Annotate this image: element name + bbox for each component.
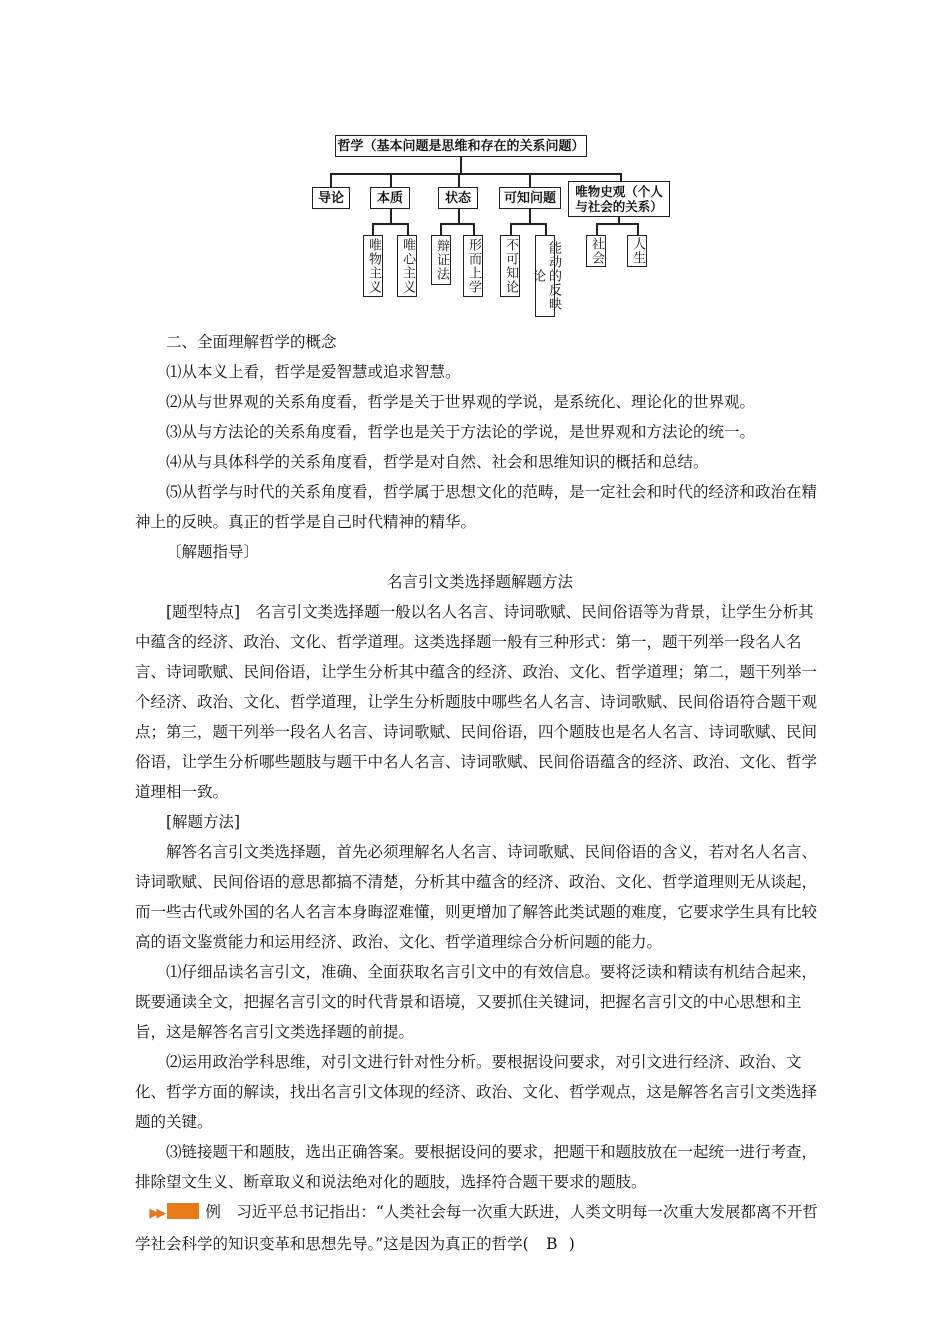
diagram-node-state: 状态 bbox=[438, 187, 478, 209]
diagram-connector bbox=[460, 157, 462, 173]
diagram-node-historical-materialism: 唯物史观（个人与社会的关系） bbox=[568, 181, 670, 217]
example-marker bbox=[143, 1197, 199, 1229]
diagram-leaf-idealism: 唯心主义 bbox=[397, 235, 417, 297]
diagram-node-intro: 导论 bbox=[312, 187, 350, 209]
diagram-leaf-dialectics: 辩证法 bbox=[431, 235, 451, 285]
features-paragraph bbox=[135, 597, 825, 807]
document-body bbox=[135, 327, 825, 1259]
section-heading: 二、全面理解哲学的概念 bbox=[166, 333, 337, 351]
diagram-node-knowability: 可知问题 bbox=[499, 187, 561, 209]
concept-item: ⑷从与具体科学的关系角度看，哲学是对自然、社会和思维知识的概括和总结。 bbox=[166, 453, 709, 471]
method-intro: 解答名言引文类选择题，首先必须理解名人名言、诗词歌赋、民间俗语的含义，若对名人名言、诗词歌赋、民间俗语的意思都搞不清楚，分析其中蕴含的经济、政治、文化、哲学道理则无从谈起，而一些古代或外国的名人名言本身晦涩难懂，则更增加了解答此类试题的难度，它要求学生具有比较高的语文鉴赏能力和运用经济、政治、文化、哲学道理综合分析问题的能力。 bbox=[135, 843, 818, 951]
example-label: 例 bbox=[205, 1203, 221, 1221]
method-step: ⑴仔细品读名言引文，准确、全面获取名言引文中的有效信息。要将泛读和精读有机结合起来，既要通读全文，把握名言引文的时代背景和语境，又要抓住关键词，把握名言引文的中心思想和主旨，这是解答名言引文类选择题的前提。 bbox=[135, 963, 818, 1041]
features-label: [题型特点] bbox=[166, 603, 241, 621]
diagram-root: 哲学（基本问题是思维和存在的关系问题） bbox=[335, 135, 587, 157]
concept-item: ⑶从与方法论的关系角度看，哲学也是关于方法论的学说，是世界观和方法论的统一。 bbox=[166, 423, 756, 441]
example-tag-block bbox=[167, 1203, 199, 1219]
guide-label: 〔解题指导〕 bbox=[166, 543, 260, 561]
concept-diagram bbox=[0, 0, 950, 330]
method-step: ⑶链接题干和题肢，选出正确答案。要根据设问的要求，把题干和题肢放在一起统一进行考查，排除望文生义、断章取义和说法绝对化的题肢，选择符合题干要求的题肢。 bbox=[135, 1143, 818, 1191]
concept-item: ⑵从与世界观的关系角度看，哲学是关于世界观的学说，是系统化、理论化的世界观。 bbox=[166, 393, 756, 411]
diagram-leaf-reflection-theory: 能动的反映论 bbox=[535, 235, 555, 317]
concept-item: ⑴从本义上看，哲学是爱智慧或追求智慧。 bbox=[166, 363, 461, 381]
method-label: [解题方法] bbox=[166, 813, 241, 831]
example-close: ) bbox=[568, 1235, 575, 1253]
diagram-leaf-materialism: 唯物主义 bbox=[363, 235, 383, 297]
example-text: 习近平总书记指出：“人类社会每一次重大跃进，人类文明每一次重大发展都离不开哲学社会科学的知识变革和思想先导。”这是因为真正的哲学( bbox=[135, 1203, 818, 1253]
example-question bbox=[135, 1197, 825, 1259]
diagram-leaf-agnosticism: 不可知论 bbox=[500, 235, 520, 297]
diagram-node-essence: 本质 bbox=[370, 187, 410, 209]
guide-title: 名言引文类选择题解题方法 bbox=[386, 573, 573, 591]
method-step: ⑵运用政治学科思维，对引文进行针对性分析。要根据设问要求，对引文进行经济、政治、文化、哲学方面的解读，找出名言引文体现的经济、政治、文化、哲学观点，这是解答名言引文类选择题的关键。 bbox=[135, 1053, 818, 1131]
diagram-connector bbox=[330, 173, 620, 175]
diagram-leaf-metaphysics: 形而上学 bbox=[463, 235, 483, 297]
concept-item: ⑸从哲学与时代的关系角度看，哲学属于思想文化的范畴，是一定社会和时代的经济和政治在精神上的反映。真正的哲学是自己时代精神的精华。 bbox=[135, 483, 818, 531]
double-arrow-icon: ▶▶ bbox=[149, 1206, 164, 1221]
example-answer: B bbox=[546, 1235, 558, 1253]
diagram-leaf-society: 社会 bbox=[586, 235, 606, 267]
features-text: 名言引文类选择题一般以名人名言、诗词歌赋、民间俗语等为背景，让学生分析其中蕴含的经济、政治、文化、哲学道理。这类选择题一般有三种形式：第一，题干列举一段名人名言、诗词歌赋、民间俗语，让学生分析其中蕴含的经济、政治、文化、哲学道理；第二，题干列举一个经济、政治、文化、哲学道理，让学生分析题肢中哪些名人名言、诗词歌赋、民间俗语符合题干观点；第三，题干列举一段名人名言、诗词歌赋、民间俗语，四个题肢也是名人名言、诗词歌赋、民间俗语，让学生分析哪些题肢与题干中名人名言、诗词歌赋、民间俗语蕴含的经济、政治、文化、哲学道理相一致。 bbox=[135, 603, 818, 801]
diagram-leaf-life: 人生 bbox=[627, 235, 647, 267]
